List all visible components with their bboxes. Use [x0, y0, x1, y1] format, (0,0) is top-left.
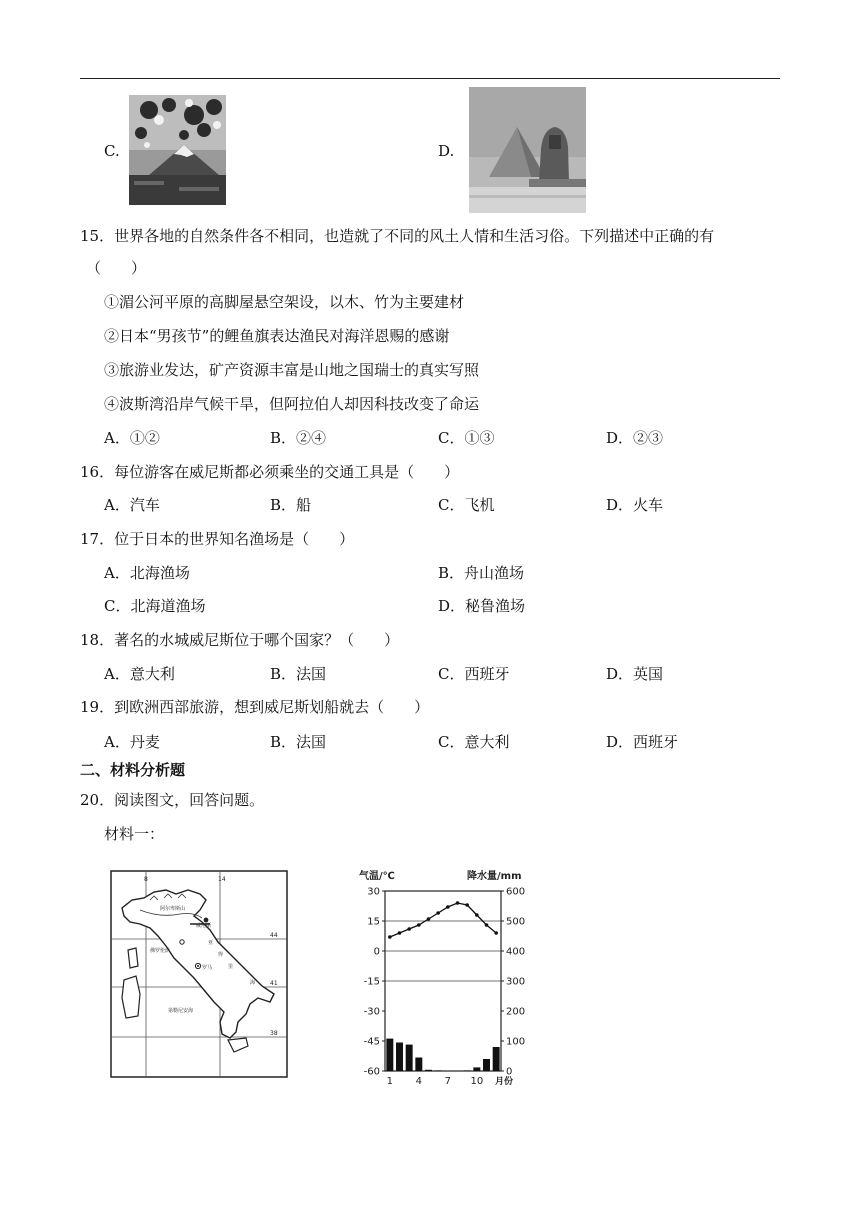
q14-option-c-label[interactable]: C.: [104, 142, 120, 160]
chart-temp-tick-label: -45: [363, 1036, 380, 1048]
chart-precip-bar: [435, 1070, 442, 1071]
chart-temperature-point: [417, 923, 421, 927]
q17-option-a[interactable]: A．北海渔场: [104, 564, 190, 582]
q14-option-c-photo: [129, 95, 226, 205]
chart-temperature-point: [494, 931, 498, 935]
chart-precip-tick-label: 200: [506, 1006, 526, 1018]
chart-temperature-point: [475, 913, 479, 917]
map-place-label: 里: [228, 964, 234, 970]
chart-temp-tick-label: 15: [367, 916, 380, 928]
q14-option-d-photo: [469, 87, 586, 213]
chart-temp-tick-label: -60: [363, 1066, 380, 1078]
chart-precip-tick-label: 500: [506, 916, 526, 928]
q15-stem: 15．世界各地的自然条件各不相同，也造就了不同的风土人情和生活习俗。下列描述中正确的有: [80, 227, 715, 245]
section-heading: 二、材料分析题: [80, 761, 186, 779]
map-lon-label: 8: [144, 876, 148, 883]
chart-temperature-point: [465, 903, 469, 907]
chart-temperature-point: [446, 905, 450, 909]
map-place-label: 得: [218, 952, 224, 958]
chart-x-tick-label: 10: [470, 1076, 484, 1087]
chart-x-tick-label: 1: [386, 1076, 394, 1087]
q18-option-d[interactable]: D．英国: [606, 665, 664, 683]
chart-temperature-point: [398, 931, 402, 935]
chart-left-axis-label: 气温/℃: [359, 871, 395, 882]
q17-option-c[interactable]: C．北海道渔场: [104, 597, 206, 615]
chart-temperature-point: [436, 911, 440, 915]
chart-temp-tick-label: -15: [363, 976, 380, 988]
q17-stem: 17．位于日本的世界知名渔场是（ ）: [80, 530, 355, 548]
map-place-label: 威尼斯: [196, 923, 212, 929]
map-lon-label: 14: [218, 876, 226, 883]
q16-option-b[interactable]: B．船: [270, 496, 312, 514]
q18-option-a[interactable]: A．意大利: [104, 665, 175, 683]
chart-precip-bar: [425, 1070, 432, 1071]
q18-option-b[interactable]: B．法国: [270, 665, 327, 683]
map-lat-label: 41: [270, 980, 278, 987]
q15-item-4: ④波斯湾沿岸气候干旱，但阿拉伯人却因科技改变了命运: [104, 395, 480, 413]
italy-map: [110, 870, 288, 1078]
q16-stem: 16．每位游客在威尼斯都必须乘坐的交通工具是（ ）: [80, 463, 460, 481]
chart-precip-bar: [415, 1058, 422, 1072]
chart-temp-tick-label: -30: [363, 1006, 380, 1018]
chart-precip-tick-label: 0: [506, 1066, 513, 1078]
header-rule: [80, 78, 780, 79]
q20-stem: 20．阅读图文，回答问题。: [80, 791, 265, 809]
map-place-label: 阿尔卑斯山: [160, 906, 186, 912]
q18-stem: 18．著名的水城威尼斯位于哪个国家？（ ）: [80, 631, 400, 649]
chart-precip-tick-label: 400: [506, 946, 526, 958]
chart-precip-bar: [396, 1043, 403, 1072]
map-place-label: 海: [250, 980, 256, 986]
chart-precip-tick-label: 300: [506, 976, 526, 988]
q19-stem: 19．到欧洲西部旅游，想到威尼斯划船就去（ ）: [80, 698, 430, 716]
q15-option-a[interactable]: A．①②: [104, 429, 160, 447]
chart-xlabel: 月份: [495, 1077, 514, 1087]
q15-option-d[interactable]: D．②③: [606, 429, 664, 447]
q15-option-b[interactable]: B．②④: [270, 429, 327, 447]
map-place-label: 罗马: [202, 965, 213, 971]
map-lat-label: 38: [270, 1030, 278, 1037]
chart-temperature-point: [485, 923, 489, 927]
chart-precip-bar: [406, 1045, 413, 1071]
q16-option-c[interactable]: C．飞机: [438, 496, 495, 514]
q17-option-d[interactable]: D．秘鲁渔场: [438, 597, 526, 615]
chart-precip-tick-label: 100: [506, 1036, 526, 1048]
chart-precip-bar: [473, 1067, 480, 1071]
chart-temp-tick-label: 30: [367, 886, 380, 898]
q15-item-1: ①湄公河平原的高脚屋悬空架设，以木、竹为主要建材: [104, 293, 465, 311]
q19-option-d[interactable]: D．西班牙: [606, 733, 679, 751]
map-lat-label: 44: [270, 932, 278, 939]
map-place-label: 佛罗伦萨: [150, 948, 171, 954]
chart-x-tick-label: 7: [444, 1076, 452, 1087]
q16-option-d[interactable]: D．火车: [606, 496, 664, 514]
map-place-label: 亚: [208, 940, 214, 946]
q17-option-b[interactable]: B．舟山渔场: [438, 564, 525, 582]
q18-option-c[interactable]: C．西班牙: [438, 665, 510, 683]
map-place-label: 第勒尼安海: [168, 1008, 194, 1014]
chart-right-axis-label: 降水量/mm: [467, 871, 522, 882]
chart-temperature-point: [456, 901, 460, 905]
chart-temperature-line: [390, 903, 496, 937]
chart-temperature-point: [407, 927, 411, 931]
q15-option-c[interactable]: C．①③: [438, 429, 495, 447]
q19-option-a[interactable]: A．丹麦: [104, 733, 160, 751]
q16-option-a[interactable]: A．汽车: [104, 496, 160, 514]
chart-x-tick-label: 4: [415, 1076, 423, 1087]
chart-precip-bar: [386, 1039, 393, 1071]
q19-option-c[interactable]: C．意大利: [438, 733, 510, 751]
q20-material-label: 材料一：: [104, 825, 165, 843]
chart-precip-bar: [464, 1070, 471, 1071]
chart-precip-tick-label: 600: [506, 886, 526, 898]
q19-option-b[interactable]: B．法国: [270, 733, 327, 751]
q15-item-2: ②日本“男孩节”的鲤鱼旗表达渔民对海洋恩赐的感谢: [104, 327, 450, 345]
q15-item-3: ③旅游业发达，矿产资源丰富是山地之国瑞士的真实写照: [104, 361, 480, 379]
climate-chart: [355, 865, 535, 1090]
chart-temperature-point: [427, 917, 431, 921]
q15-answer-paren: （ ）: [86, 259, 147, 277]
chart-precip-bar: [493, 1047, 500, 1071]
chart-temp-tick-label: 0: [373, 946, 380, 958]
chart-temperature-point: [388, 935, 392, 939]
chart-precip-bar: [483, 1059, 490, 1071]
q14-option-d-label[interactable]: D.: [438, 142, 455, 160]
